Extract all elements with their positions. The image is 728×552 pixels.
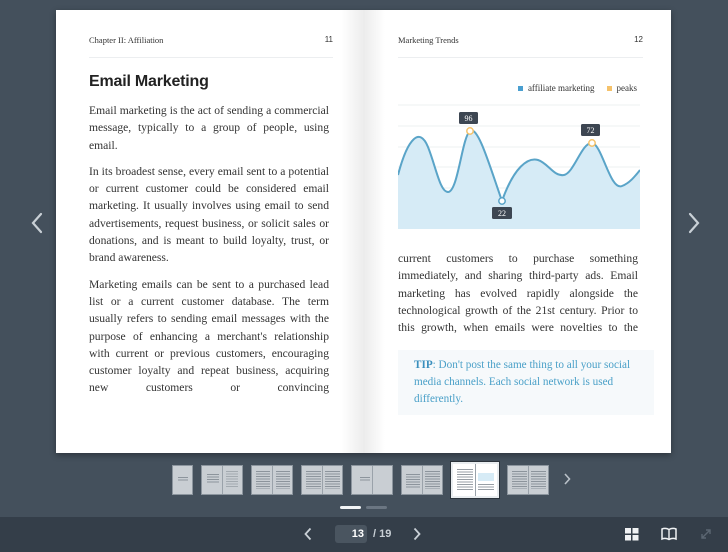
page-number: 11 bbox=[324, 35, 333, 44]
page-body bbox=[398, 250, 638, 345]
thumbnail-page[interactable] bbox=[172, 465, 193, 495]
thumbnail-page[interactable] bbox=[301, 465, 343, 495]
page-header bbox=[89, 35, 333, 58]
chapter-title: Chapter II: Affiliation bbox=[89, 35, 164, 45]
grid-view-icon bbox=[625, 528, 639, 541]
chevron-right-icon bbox=[412, 527, 422, 541]
thumbnail-strip bbox=[172, 462, 571, 498]
page-total: / 19 bbox=[373, 528, 392, 540]
tip-text: : Don't post the same thing to all your social media channels. Each social network is used differently. bbox=[414, 359, 631, 405]
thumbnail-page[interactable] bbox=[401, 465, 443, 495]
thumbnails-next-button[interactable] bbox=[563, 472, 571, 489]
legend-item-peaks: peaks bbox=[607, 83, 638, 93]
peak-96 bbox=[459, 112, 478, 134]
book-view-button[interactable] bbox=[661, 527, 677, 546]
paragraph: current customers to purchase something immediately, and sharing third-party ads. Email marketing has evolved rapidly alongside the technological growth of the 21st century. Prior to this growth, when emails were novelties to the bbox=[398, 252, 638, 335]
paragraph: In its broadest sense, every email sent to a potential or current customer could be considered email marketing. It usually involves using email to send advertisements, request business, or solicit sales or donations, and is meant to build loyalty, trust, or brand awareness. bbox=[89, 164, 329, 265]
area-chart bbox=[398, 97, 640, 237]
pager-dot-active[interactable] bbox=[340, 506, 361, 509]
book-spread bbox=[56, 10, 671, 453]
thumbnail-page-active[interactable] bbox=[451, 462, 499, 498]
chart-legend bbox=[518, 83, 637, 93]
chevron-left-icon bbox=[303, 527, 313, 541]
left-page bbox=[56, 10, 363, 453]
svg-text:96: 96 bbox=[464, 114, 473, 123]
book-view-icon bbox=[661, 527, 677, 541]
thumbnail-page[interactable] bbox=[251, 465, 293, 495]
fullscreen-icon bbox=[700, 528, 712, 540]
chevron-left-icon bbox=[30, 212, 44, 234]
bottom-toolbar bbox=[0, 517, 728, 552]
section-title: Email Marketing bbox=[89, 73, 209, 90]
right-page bbox=[363, 10, 671, 453]
tip-callout bbox=[398, 350, 654, 415]
chevron-right-icon bbox=[563, 473, 571, 485]
previous-page-button[interactable] bbox=[27, 212, 47, 240]
chapter-title: Marketing Trends bbox=[398, 35, 459, 45]
svg-text:72: 72 bbox=[586, 126, 595, 135]
paragraph: Email marketing is the act of sending a commercial message, typically to a group of people, using email. bbox=[89, 104, 329, 152]
next-page-button[interactable] bbox=[684, 212, 704, 240]
paragraph: Marketing emails can be sent to a purchased lead list or a current customer database. The term usually refers to sending email messages with the purpose of enhancing a merchant's relationship with current or previous customers, encouraging customer loyalty and repeat business, acquiring new customers or convincing bbox=[89, 277, 329, 395]
fullscreen-button[interactable] bbox=[700, 527, 712, 545]
toolbar-prev-button[interactable] bbox=[303, 527, 313, 546]
legend-item-affiliate: affiliate marketing bbox=[518, 83, 595, 93]
peak-72 bbox=[581, 124, 600, 146]
tip-label: TIP bbox=[414, 359, 433, 371]
toolbar-next-button[interactable] bbox=[412, 527, 422, 546]
page-body bbox=[89, 102, 329, 406]
svg-text:22: 22 bbox=[498, 209, 506, 218]
pager-dot[interactable] bbox=[366, 506, 387, 509]
thumbnail-page[interactable] bbox=[201, 465, 243, 495]
thumbnail-page[interactable] bbox=[507, 465, 549, 495]
grid-view-button[interactable] bbox=[625, 528, 639, 546]
chart-area-fill bbox=[398, 130, 640, 229]
thumbnail-page[interactable] bbox=[351, 465, 393, 495]
page-number-input[interactable] bbox=[335, 525, 367, 543]
chevron-right-icon bbox=[687, 212, 701, 234]
page-number: 12 bbox=[634, 35, 643, 44]
legend-swatch bbox=[607, 86, 612, 91]
pager-dots bbox=[340, 506, 387, 509]
legend-swatch bbox=[518, 86, 523, 91]
page-header bbox=[398, 35, 643, 58]
